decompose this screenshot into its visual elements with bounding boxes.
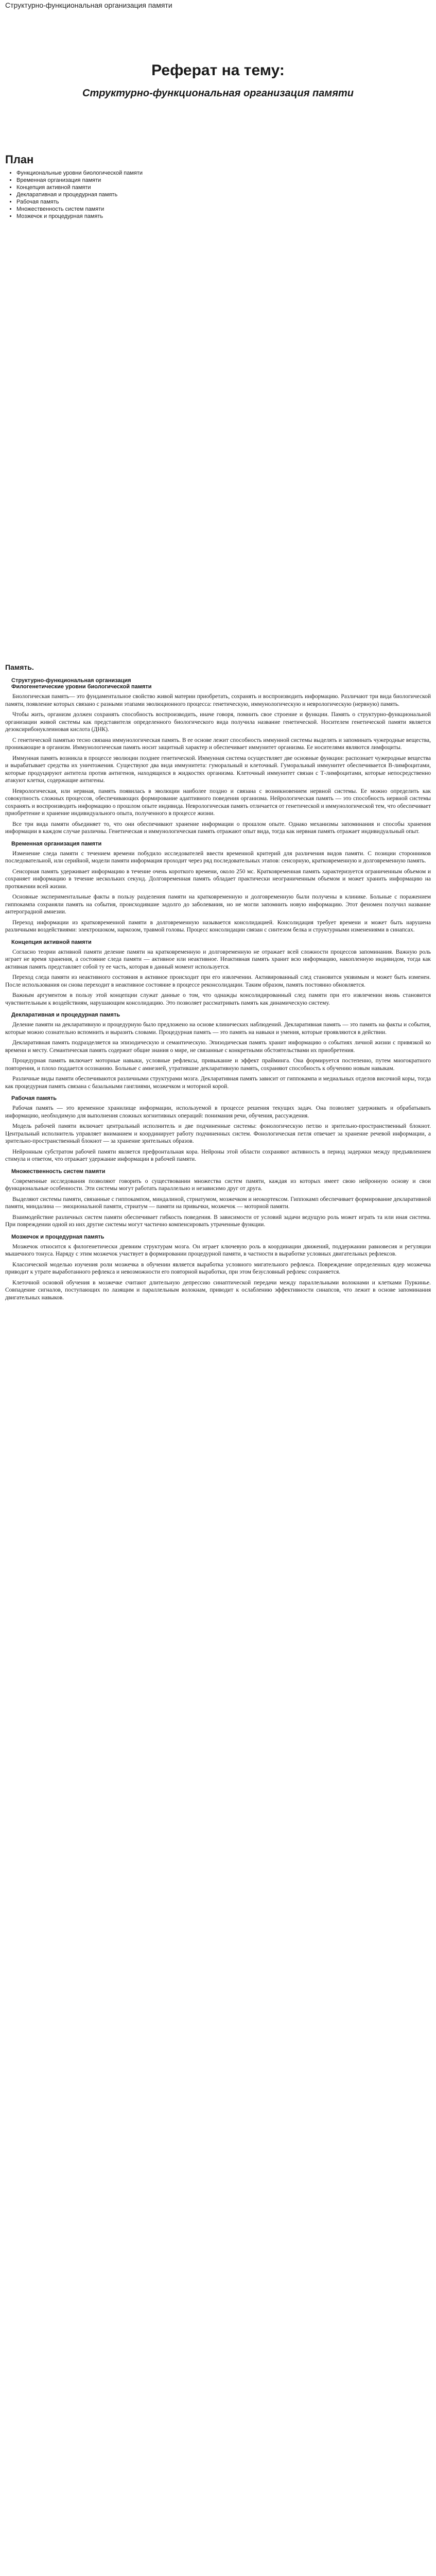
paragraph: Неврологическая, или нервная, память появилась в эволюции наиболее поздно и связана с возникновением нервной системы. Ее можно определить как совокупность сложных процессов, обеспечивающих формирование адаптивного поведения организма. Нейрологическая память — это способность нервной системы сохранять и воспроизводить информацию о прошлом опыте индивида. Неврологическая память отличается от генетической и иммунологической тем, что обеспечивает приобретение и хранение индивидуального опыта, полученного в процессе жизни.	[5, 788, 431, 817]
body-section-title: Память.	[5, 663, 34, 671]
paragraph: Деление памяти на декларативную и процедурную было предложено на основе клинических наблюдений. Декларативная память — это память на факты и события, которые можно сознательно вспомнить и выразить словами. Процедурная память — это память на навыки и умения, которые проявляются в действии.	[5, 1022, 431, 1036]
plan-item: • Декларативная и процедурная память	[16, 191, 431, 198]
paragraph: С генетической памятью тесно связана иммунологическая память. В ее основе лежит способность иммунной системы выделять и запоминать чужеродные вещества, проникающие в организм. Иммунологическая память носит защитный характер и обеспечивает иммунитет организма. Ее носителями являются лимфоциты.	[5, 737, 431, 751]
paragraph: Все три вида памяти объединяет то, что они обеспечивают хранение информации о прошлом опыте. Однако механизмы запоминания и способы хранения информации в каждом случае различны. Генетическая и иммунологическая память отражают опыт вида, тогда как нервная память отражает индивидуальный опыт.	[5, 821, 431, 835]
paragraph: Модель рабочей памяти включает центральный исполнитель и две подчиненные системы: фонологическую петлю и зрительно-пространственный блокнот. Центральный исполнитель управляет вниманием и координирует работу подчиненных систем. Фонологическая петля отвечает за хранение речевой информации, а зрительно-пространственный блокнот — за хранение зрительных образов.	[5, 1123, 431, 1144]
site-title: Структурно-функциональная организация памяти	[5, 1, 172, 9]
plan-list	[5, 170, 431, 220]
section	[5, 1012, 431, 1090]
section	[5, 677, 431, 836]
plan-item: • Рабочая память	[16, 198, 431, 206]
plan-heading: План	[5, 153, 34, 166]
paragraph: Основные экспериментальные факты в пользу разделения памяти на кратковременную и долговременную были получены в клинике. Больные с поражением гиппокампа сохраняли память на события, происходившие задолго до заболевания, но не могли запомнить новую информацию. Этот феномен получил название антероградной амнезии.	[5, 894, 431, 915]
paragraph: Клеточной основой обучения в мозжечке считают длительную депрессию синаптической передачи между параллельными волокнами и клетками Пуркинье. Совпадение сигналов, поступающих по лазящим и параллельным волокнам, приводит к ослаблению эффективности синапсов, что лежит в основе запоминания двигательных навыков.	[5, 1279, 431, 1301]
section-heading: Мозжечок и процедурная память	[11, 1233, 104, 1240]
section-heading: Множественность систем памяти	[11, 1168, 106, 1175]
paragraph: Иммунная память возникла в процессе эволюции позднее генетической. Иммунная система осуществляет две основные функции: распознает чужеродные вещества и вырабатывает средства их уничтожения. Существуют два вида иммунитета: гуморальный и клеточный. Гуморальный иммунитет обеспечивается В-лимфоцитами, которые продуцируют антитела против антигенов, находящихся в жидкостях организма. Клеточный иммунитет связан с Т-лимфоцитами, которые непосредственно атакуют клетки, содержащие антигены.	[5, 755, 431, 784]
paragraph: Рабочая память — это временное хранилище информации, используемой в процессе решения текущих задач. Она позволяет удерживать и обрабатывать информацию, необходимую для выполнения сложных когнитивных операций: понимания речи, обучения, рассуждения.	[5, 1105, 431, 1119]
paragraph: Переход следа памяти из неактивного состояния в активное происходит при его извлечении. Активированный след становится уязвимым и может быть изменен. После использования он снова переходит в неактивное состояние в процессе реконсолидации. Таким образом, память постоянно обновляется.	[5, 974, 431, 988]
plan-item: • Концепция активной памяти	[16, 184, 431, 191]
section-heading: Временная организация памяти	[11, 840, 102, 847]
paragraph: Сенсорная память удерживает информацию в течение очень короткого времени, около 250 мс. Кратковременная память характеризуется ограниченным объемом и сохраняет информацию в течение нескольких секунд. Долговременная память обладает практически неограниченным объемом и может хранить информацию на протяжении всей жизни.	[5, 868, 431, 890]
paragraph: Согласно теории активной памяти деление памяти на кратковременную и долговременную не отражает всей сложности процессов запоминания. Важную роль играет не время хранения, а состояние следа памяти — активное или неактивное. Неактивная память хранит всю информацию, накопленную индивидом, тогда как активная память представляет собой ту ее часть, которая в данный момент используется.	[5, 948, 431, 970]
paragraph: Мозжечок относится к филогенетически древним структурам мозга. Он играет ключевую роль в координации движений, поддержании равновесия и регуляции мышечного тонуса. Наряду с этим мозжечок участвует в формировании процедурной памяти, в частности в выработке условных двигательных рефлексов.	[5, 1243, 431, 1257]
paragraph: Изменение следа памяти с течением времени побудило исследователей ввести временной критерий для различения видов памяти. С позиции сторонников последовательной, или серийной, модели памяти информация проходит через ряд последовательных этапов: сенсорную, кратковременную и долговременную память.	[5, 850, 431, 864]
paragraph: Чтобы жить, организм должен сохранять способность воспроизводить, иначе говоря, помнить свое строение и функции. Память о структурно-функциональной организации живой системы как представителя определенного биологического вида получила название генетической. Носителем генетической памяти является дезоксирибонуклеиновая кислота (ДНК).	[5, 711, 431, 733]
paragraph: Классической моделью изучения роли мозжечка в обучении является выработка условного мигательного рефлекса. Повреждение определенных ядер мозжечка приводит к утрате выработанного рефлекса и невозможности его повторной выработки, при этом безусловный рефлекс сохраняется.	[5, 1261, 431, 1275]
paragraph: Современные исследования позволяют говорить о существовании множества систем памяти, каждая из которых имеет свою нейронную основу и свои функциональные особенности. Эти системы могут работать параллельно и независимо друг от друга.	[5, 1178, 431, 1192]
section	[5, 1168, 431, 1229]
paragraph: Нейронным субстратом рабочей памяти является префронтальная кора. Нейроны этой области сохраняют активность в период задержки между предъявлением стимула и ответом, что отражает удержание информации в рабочей памяти.	[5, 1148, 431, 1162]
plan-item: • Множественность систем памяти	[16, 206, 431, 213]
section	[5, 1234, 431, 1302]
essay-subject: Структурно-функциональная организация памяти	[82, 88, 354, 99]
section	[5, 939, 431, 1007]
section-heading: Концепция активной памяти	[11, 939, 92, 945]
plan-item: • Временная организация памяти	[16, 177, 431, 184]
paragraph: Процедурная память включает моторные навыки, условные рефлексы, привыкание и эффект прайминга. Она формируется постепенно, путем многократного повторения, и плохо поддается осознанию. Больные с амнезией, утратившие декларативную память, сохраняют способность к обучению новым навыкам.	[5, 1058, 431, 1072]
section-heading: Структурно-функциональная организация Филогенетические уровни биологической памяти	[11, 677, 152, 690]
paragraph: Различные виды памяти обеспечиваются различными структурами мозга. Декларативная память зависит от гиппокампа и медиальных отделов височной коры, тогда как процедурная память связана с базальными ганглиями, мозжечком и моторной корой.	[5, 1076, 431, 1090]
paragraph: Важным аргументом в пользу этой концепции служат данные о том, что однажды консолидированный след памяти при его извлечении вновь становится чувствительным к воздействиям, нарушающим консолидацию. Это позволяет рассматривать память как динамическую систему.	[5, 992, 431, 1006]
paragraph: Биологическая память— это фундаментальное свойство живой материи приобретать, сохранять и воспроизводить информацию. Различают три вида биологической памяти, появление которых связано с разными этапами эволюционного процесса: генетическую, иммунологическую и неврологическую (нервную) память.	[5, 693, 431, 707]
section-heading: Рабочая память	[11, 1095, 57, 1101]
paragraph: Декларативная память подразделяется на эпизодическую и семантическую. Эпизодическая память хранит информацию о событиях личной жизни с привязкой ко времени и месту. Семантическая память содержит общие знания о мире, не связанные с конкретными обстоятельствами их приобретения.	[5, 1040, 431, 1054]
plan-item: • Функциональные уровни биологической памяти	[16, 170, 431, 177]
section	[5, 841, 431, 934]
section	[5, 1095, 431, 1163]
body-sections	[5, 677, 431, 1301]
plan-item: • Мозжечок и процедурная память	[16, 213, 431, 220]
essay-heading: Реферат на тему:	[151, 62, 285, 79]
paragraph: Переход информации из кратковременной памяти в долговременную называется консолидацией. Консолидация требует времени и может быть нарушена различными воздействиями: электрошоком, наркозом, травмой головы. Процесс консолидации связан с синтезом белка и структурными изменениями в синапсах.	[5, 919, 431, 933]
paragraph: Выделяют системы памяти, связанные с гиппокампом, миндалиной, стриатумом, мозжечком и неокортексом. Гиппокамп обеспечивает формирование декларативной памяти, миндалина — эмоциональной памяти, стриатум — памяти на привычки, мозжечок — моторной памяти.	[5, 1196, 431, 1210]
paragraph: Взаимодействие различных систем памяти обеспечивает гибкость поведения. В зависимости от условий задачи ведущую роль может играть та или иная система. При повреждении одной из них другие системы могут частично компенсировать утраченные функции.	[5, 1214, 431, 1228]
blank-space	[5, 220, 431, 663]
section-heading: Декларативная и процедурная память	[11, 1012, 120, 1018]
